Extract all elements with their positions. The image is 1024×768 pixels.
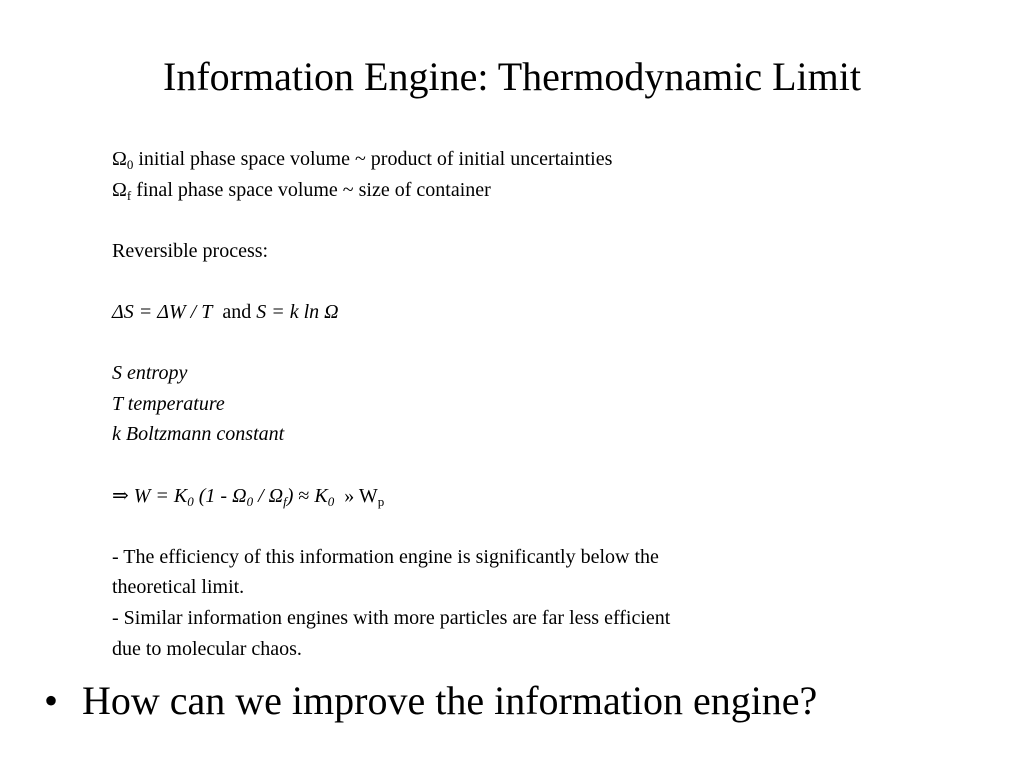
note-line-3: - Similar information engines with more particles are far less efficient — [112, 606, 671, 629]
bullet-text: How can we improve the information engine? — [82, 678, 818, 723]
subscript-f: f — [126, 187, 132, 203]
and-word: and — [222, 300, 252, 323]
bullet-marker: • — [44, 678, 59, 723]
variable-boltzmann: k Boltzmann constant — [112, 423, 285, 446]
note-line-1: - The efficiency of this information engine is significantly below the — [112, 545, 659, 568]
note-line-4: due to molecular chaos. — [112, 637, 302, 660]
omegaf-text: final phase space volume ~ size of container — [131, 178, 491, 201]
slide-title: Information Engine: Thermodynamic Limit — [163, 54, 861, 99]
note-line-2: theoretical limit. — [112, 576, 245, 599]
omega-symbol: Ω — [112, 178, 127, 201]
omegaf-definition — [112, 175, 872, 206]
omega0-definition — [112, 144, 872, 175]
slide-body — [112, 144, 872, 664]
entropy-equation — [112, 297, 872, 328]
bullet-question — [44, 676, 1004, 726]
variable-temperature: T temperature — [112, 392, 225, 415]
reversible-process-label: Reversible process: — [112, 239, 269, 262]
omega0-text: initial phase space volume ~ product of initial uncertainties — [133, 148, 613, 170]
subscript-0: 0 — [126, 157, 134, 172]
omega-symbol: Ω — [112, 148, 127, 170]
much-greater-symbol: » — [344, 484, 355, 507]
work-equation: ⇒ $W = K_0$ $(1 - \Omega_0 / \Omega_f) \approx K_0$ » $W_p$ — [112, 484, 385, 509]
variable-entropy: S entropy — [112, 362, 188, 385]
implies-symbol: ⇒ — [112, 484, 129, 507]
delta-s-equation: ΔS = ΔW / T — [112, 300, 213, 323]
boltzmann-equation: S = k ln Ω — [256, 300, 339, 323]
